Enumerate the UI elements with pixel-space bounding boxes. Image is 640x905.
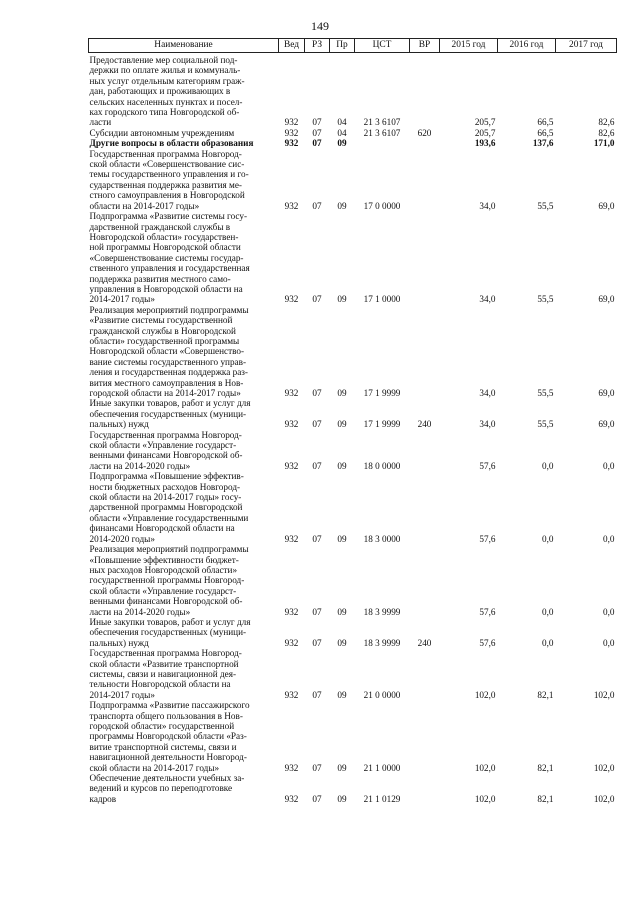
cell-rz: 07 — [312, 689, 322, 700]
cell-2017: 0,0 — [603, 606, 615, 617]
cell-2015: 57,6 — [479, 637, 496, 648]
cell-ved: 932 — [284, 294, 299, 305]
cell-cst: 21 1 0000 — [363, 762, 401, 773]
table-row — [89, 430, 617, 472]
cell-2015: 205,7 — [474, 117, 496, 128]
cell-name: Подпрограмма «Развитие пассажирского транспорта общего пользования в Нов- городской области» государственной программы Новгородской области «Раз- витие транспортной системы, связи и навигационной деятельности Новгород- ской области на 2014-2017 годы» — [89, 700, 250, 773]
cell-2016: 82,1 — [537, 793, 554, 804]
cell-cst: 18 3 0000 — [363, 533, 401, 544]
cell-name: Субсидии автономным учреждениям — [89, 127, 235, 138]
cell-vr — [410, 53, 440, 128]
cell-pr: 09 — [337, 388, 347, 398]
cell-name: Реализация мероприятий подпрограммы «Развитие системы государственной гражданской службы в Новгородской области» государственной программы Новгородской области «Совершенство- вание системы государственного управ- ления и государственная поддержка раз- вития местного самоуправления в Нов- городской области на 2014-2017 годы» — [89, 304, 249, 398]
cell-cst: 21 0 0000 — [363, 689, 401, 700]
cell-2015: 57,6 — [479, 533, 496, 544]
cell-2017: 102,0 — [593, 762, 615, 773]
cell-2017: 69,0 — [598, 294, 615, 305]
cell-2015: 205,7 — [474, 127, 496, 138]
cell-2017: 171,0 — [593, 138, 615, 149]
cell-name: Предоставление мер социальной под- держки по оплате жилья и коммуналь- ных услуг отдельным категориям граж- дан, работающих и проживающих в сельских населенных пунктах и посел- ках городского типа Новгородской об- ласти — [89, 55, 245, 128]
cell-rz: 07 — [312, 200, 322, 211]
table-row — [89, 471, 617, 544]
cell-2015: 57,6 — [479, 460, 496, 471]
cell-pr: 09 — [337, 689, 347, 700]
cell-pr: 09 — [337, 637, 347, 648]
cell-2016: 0,0 — [542, 460, 554, 471]
cell-2015: 102,0 — [474, 762, 496, 773]
cell-rz: 07 — [312, 533, 322, 544]
cell-2017: 69,0 — [598, 388, 615, 398]
cell-vr: 620 — [417, 127, 432, 138]
header-name: Наименование — [89, 39, 279, 53]
cell-pr: 04 — [337, 117, 347, 128]
cell-name: Государственная программа Новгород- ской области «Развитие транспортной системы, связи и навигационной дея- тельности Новгородской области на 2014-2017 годы» — [89, 648, 242, 700]
cell-pr: 09 — [337, 606, 347, 617]
cell-2017: 102,0 — [593, 793, 615, 804]
cell-pr: 04 — [337, 127, 347, 138]
cell-2015: 34,0 — [479, 388, 496, 398]
cell-2016: 82,1 — [537, 689, 554, 700]
cell-ved: 932 — [284, 460, 299, 471]
cell-ved: 932 — [284, 138, 299, 149]
cell-cst: 21 3 6107 — [363, 127, 401, 138]
header-ved: Вед — [279, 39, 305, 53]
table-row — [89, 149, 617, 211]
cell-ved: 932 — [284, 793, 299, 804]
cell-vr — [410, 211, 440, 305]
header-rz: РЗ — [305, 39, 330, 53]
cell-vr — [410, 430, 440, 472]
cell-rz: 07 — [312, 762, 322, 773]
cell-ved: 932 — [284, 762, 299, 773]
cell-cst: 17 1 9999 — [363, 388, 401, 398]
header-cst: ЦСТ — [355, 39, 410, 53]
cell-cst: 21 1 0129 — [363, 793, 401, 804]
cell-pr: 09 — [337, 138, 347, 149]
cell-rz: 07 — [312, 606, 322, 617]
cell-name: Государственная программа Новгород- ской области «Совершенствование сис- темы государственного управления и го- сударственная поддержка развития ме- стного самоуправления в Новгородской области на 2014-2017 годы» — [89, 148, 249, 211]
cell-2016: 0,0 — [542, 637, 554, 648]
header-2015: 2015 год — [440, 39, 498, 53]
cell-rz: 07 — [312, 294, 322, 305]
cell-2016: 0,0 — [542, 533, 554, 544]
cell-rz: 07 — [312, 460, 322, 471]
cell-2015: 34,0 — [479, 294, 496, 305]
cell-vr — [410, 138, 440, 148]
cell-name: Обеспечение деятельности учебных за- ведений и курсов по переподготовке кадров — [89, 773, 245, 804]
cell-vr: 240 — [417, 637, 432, 648]
cell-2017: 82,6 — [598, 117, 615, 128]
header-2017: 2017 год — [556, 39, 617, 53]
cell-2015: 102,0 — [474, 689, 496, 700]
cell-pr: 09 — [337, 294, 347, 305]
cell-rz: 07 — [312, 127, 322, 138]
cell-pr: 09 — [337, 793, 347, 804]
cell-name: Иные закупки товаров, работ и услуг для обеспечения государственных (муници- пальных) нужд — [89, 398, 251, 430]
cell-cst: 17 1 0000 — [363, 294, 401, 305]
cell-rz: 07 — [312, 117, 322, 128]
cell-2016: 0,0 — [542, 606, 554, 617]
table-row — [89, 211, 617, 305]
cell-vr — [410, 149, 440, 211]
cell-2017: 82,6 — [598, 127, 615, 138]
cell-cst: 17 1 9999 — [363, 419, 401, 430]
cell-2016: 55,5 — [537, 388, 554, 398]
table-row — [89, 700, 617, 773]
cell-pr: 09 — [337, 533, 347, 544]
cell-vr — [410, 773, 440, 804]
cell-cst: 17 0 0000 — [363, 200, 401, 211]
cell-vr — [410, 648, 440, 700]
cell-cst: 18 3 9999 — [363, 637, 401, 648]
cell-rz: 07 — [312, 138, 322, 149]
table-header-row — [89, 39, 617, 53]
cell-ved: 932 — [284, 200, 299, 211]
budget-table — [88, 38, 617, 804]
cell-ved: 932 — [284, 419, 299, 430]
cell-pr: 09 — [337, 762, 347, 773]
cell-2016: 55,5 — [537, 419, 554, 430]
cell-2016: 137,6 — [532, 138, 554, 149]
cell-2015: 34,0 — [479, 200, 496, 211]
cell-2015: 34,0 — [479, 419, 496, 430]
cell-2017: 69,0 — [598, 200, 615, 211]
cell-name: Подпрограмма «Развитие системы госу- дарственной гражданской службы в Новгородской области» государствен- ной программы Новгородской области «Совершенствование системы государ- ственного управления и государственная поддержка развития местного само- управления в Новгородской области на 2014-2017 годы» — [89, 211, 250, 305]
cell-ved: 932 — [284, 117, 299, 128]
cell-pr: 09 — [337, 460, 347, 471]
cell-2017: 69,0 — [598, 419, 615, 430]
cell-2017: 0,0 — [603, 460, 615, 471]
cell-name: Иные закупки товаров, работ и услуг для обеспечения государственных (муници- пальных) нужд — [89, 616, 251, 648]
cell-rz: 07 — [312, 793, 322, 804]
table-row — [89, 617, 617, 648]
cell-name: Подпрограмма «Повышение эффектив- ности бюджетных расходов Новгород- ской области на 2014-2017 годы» госу- дарственной программы Новгородской области «Управление государственными финансами Новгородской области на 2014-2020 годы» — [89, 471, 249, 544]
cell-2016: 66,5 — [537, 117, 554, 128]
cell-2016: 66,5 — [537, 127, 554, 138]
cell-vr — [410, 700, 440, 773]
table-body — [89, 53, 617, 805]
cell-ved: 932 — [284, 533, 299, 544]
cell-2017: 0,0 — [603, 533, 615, 544]
cell-ved: 932 — [284, 606, 299, 617]
cell-ved: 932 — [284, 689, 299, 700]
table-row — [89, 544, 617, 617]
cell-rz: 07 — [312, 637, 322, 648]
cell-2015: 57,6 — [479, 606, 496, 617]
table-row — [89, 138, 617, 148]
table-row — [89, 773, 617, 804]
cell-pr: 09 — [337, 419, 347, 430]
cell-cst — [355, 138, 410, 148]
cell-vr — [410, 305, 440, 399]
cell-ved: 932 — [284, 637, 299, 648]
table-row — [89, 305, 617, 399]
cell-2017: 0,0 — [603, 637, 615, 648]
cell-rz: 07 — [312, 388, 322, 398]
table-row — [89, 648, 617, 700]
cell-name: Государственная программа Новгород- ской области «Управление государст- венными финансами Новгородской об- ласти на 2014-2020 годы» — [89, 429, 243, 471]
table-row — [89, 398, 617, 429]
cell-vr: 240 — [417, 419, 432, 430]
cell-2015: 193,6 — [474, 138, 496, 149]
cell-vr — [410, 471, 440, 544]
header-pr: Пр — [330, 39, 355, 53]
page-number: 149 — [311, 19, 329, 33]
cell-2016: 55,5 — [537, 294, 554, 305]
cell-name: Другие вопросы в области образования — [89, 138, 254, 149]
table-row — [89, 53, 617, 128]
cell-cst: 18 0 0000 — [363, 460, 401, 471]
header-2016: 2016 год — [498, 39, 556, 53]
cell-rz: 07 — [312, 419, 322, 430]
cell-2015: 102,0 — [474, 793, 496, 804]
cell-vr — [410, 544, 440, 617]
cell-pr: 09 — [337, 200, 347, 211]
cell-ved: 932 — [284, 388, 299, 398]
header-vr: ВР — [410, 39, 440, 53]
cell-cst: 21 3 6107 — [363, 117, 401, 128]
cell-name: Реализация мероприятий подпрограммы «Повышение эффективности бюджет- ных расходов Новгородской области» государственной программы Новгород- ской области «Управление государст- венными финансами Новгородской об- ласти на 2014-2020 годы» — [89, 544, 249, 617]
cell-ved: 932 — [284, 127, 299, 138]
cell-2016: 55,5 — [537, 200, 554, 211]
table-row — [89, 128, 617, 138]
cell-cst: 18 3 9999 — [363, 606, 401, 617]
cell-2017: 102,0 — [593, 689, 615, 700]
cell-2016: 82,1 — [537, 762, 554, 773]
